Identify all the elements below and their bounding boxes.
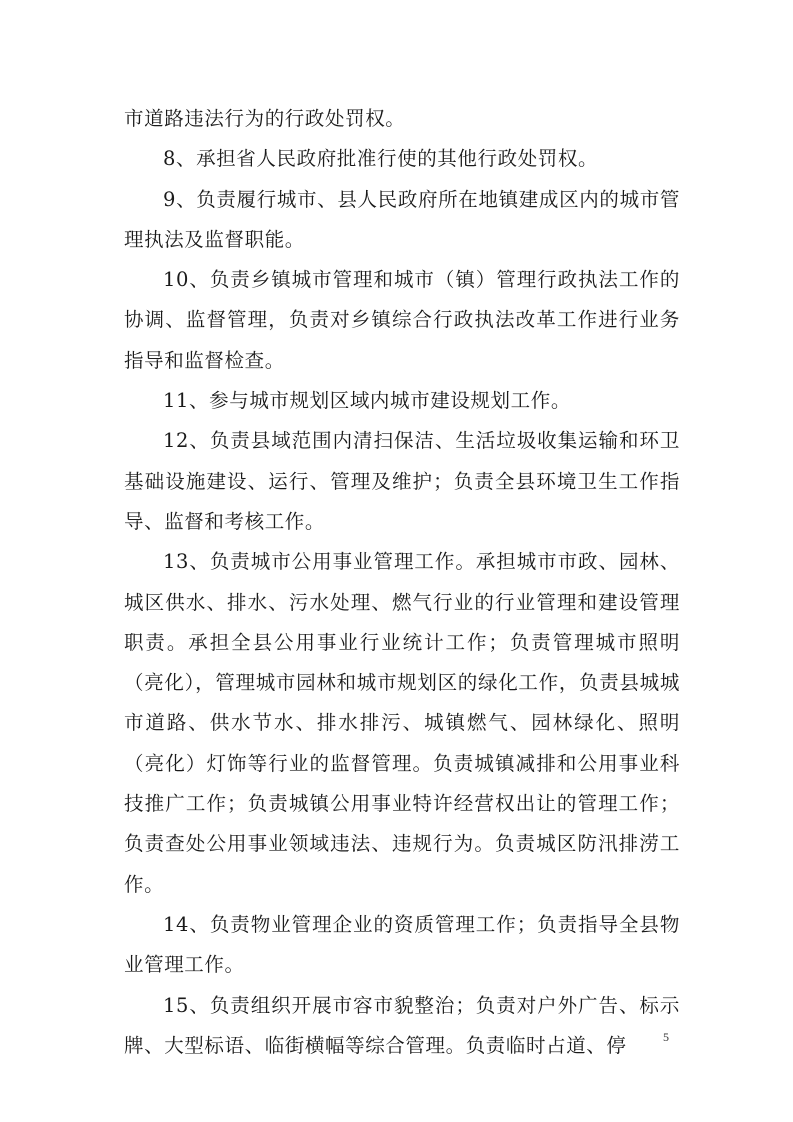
document-body (124, 99, 680, 1066)
paragraph: 10、负责乡镇城市管理和城市（镇）管理行政执法工作的协调、监督管理，负责对乡镇综合行政执法改革工作进行业务指导和监督检查。 (124, 268, 680, 372)
paragraph: 12、负责县域范围内清扫保洁、生活垃圾收集运输和环卫基础设施建设、运行、管理及维护；负责全县环境卫生工作指导、监督和考核工作。 (124, 429, 680, 533)
paragraph: 市道路违法行为的行政处罚权。 (124, 107, 406, 130)
paragraph: 15、负责组织开展市容市貌整治；负责对户外广告、标示牌、大型标语、临街横幅等综合管理。负责临时占道、停 (124, 993, 680, 1057)
paragraph: 13、负责城市公用事业管理工作。承担城市市政、园林、城区供水、排水、污水处理、燃气行业的行业管理和建设管理职责。承担全县公用事业行业统计工作；负责管理城市照明（亮化），管理城市园林和城市规划区的绿化工作，负责县城城市道路、供水节水、排水排污、城镇燃气、园林绿化、照明（亮化）灯饰等行业的监督管理。负责城镇减排和公用事业科技推广工作；负责城镇公用事业特许经营权出让的管理工作；负责查处公用事业领域违法、违规行为。负责城区防汛排涝工作。 (124, 550, 680, 896)
paragraph: 9、负责履行城市、县人民政府所在地镇建成区内的城市管理执法及监督职能。 (124, 187, 680, 251)
page-number: 5 (663, 1030, 669, 1044)
paragraph: 8、承担省人民政府批准行使的其他行政处罚权。 (163, 147, 599, 171)
paragraph: 11、参与城市规划区域内城市建设规划工作。 (163, 389, 571, 413)
paragraph: 14、负责物业管理企业的资质管理工作；负责指导全县物业管理工作。 (124, 912, 680, 977)
